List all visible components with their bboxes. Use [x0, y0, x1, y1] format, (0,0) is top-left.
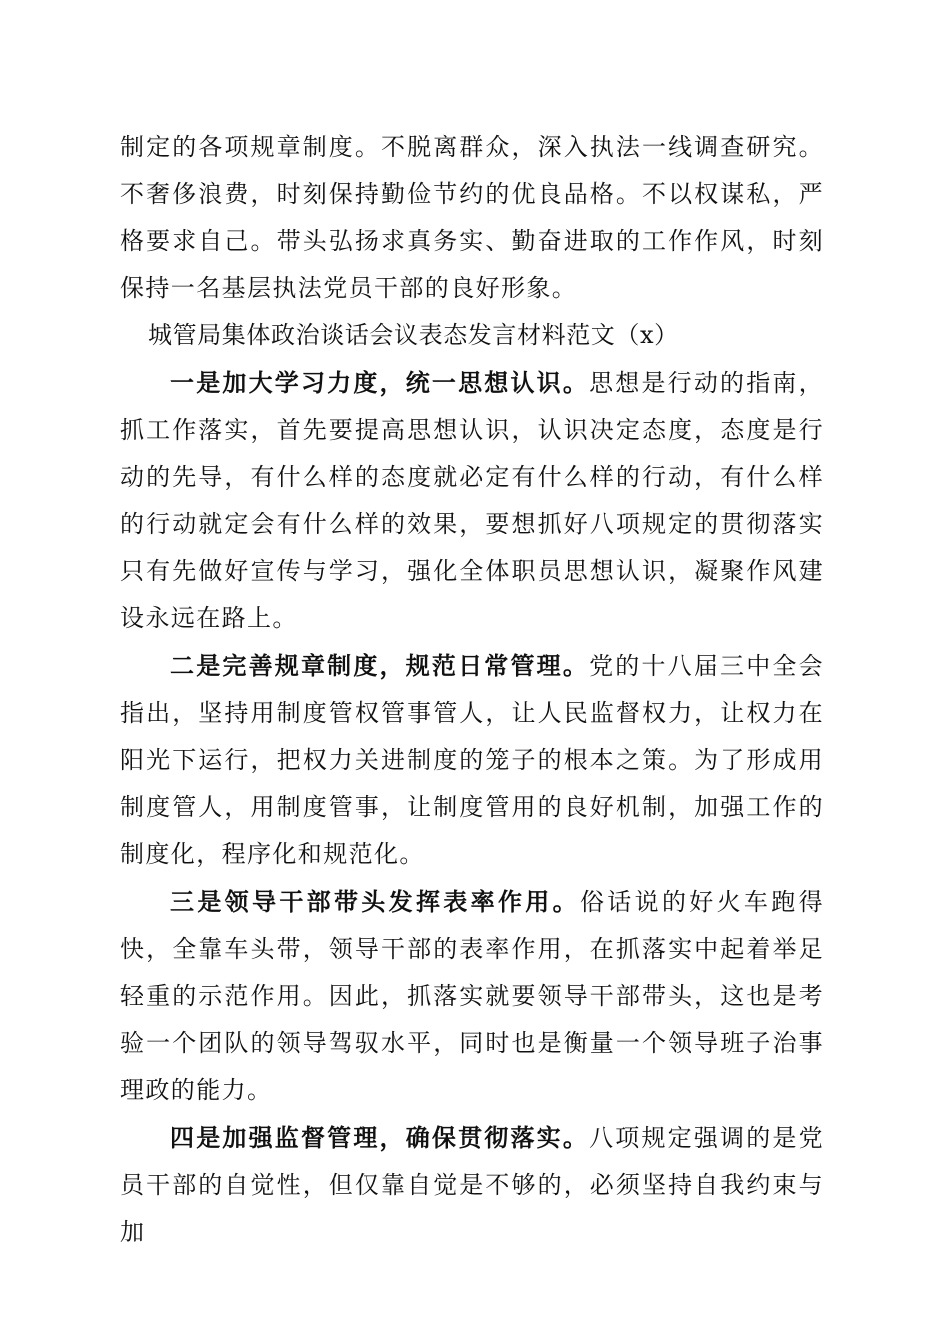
- paragraph-point-1: [120, 359, 824, 642]
- paragraph-point-2: [120, 642, 824, 878]
- paragraph-text: 俗话说的好火车跑得快，全靠车头带，领导干部的表率作用，在抓落实中起着举足轻重的示范作用。因此，抓落实就要领导干部带头，这也是考验一个团队的领导驾驭水平，同时也是衡量一个领导班子治事理政的能力。: [120, 888, 824, 1104]
- document-body: [120, 124, 824, 1256]
- paragraph-text: 党的十八届三中全会指出，坚持用制度管权管事管人，让人民监督权力，让权力在阳光下运行，把权力关进制度的笼子的根本之策。为了形成用制度管人，用制度管事，让制度管用的良好机制，加强工作的制度化，程序化和规范化。: [120, 652, 824, 868]
- paragraph-text: 思想是行动的指南，抓工作落实，首先要提高思想认识，认识决定态度，态度是行动的先导，有什么样的态度就必定有什么样的行动，有什么样的行动就定会有什么样的效果，要想抓好八项规定的贯彻落实只有先做好宣传与学习，强化全体职员思想认识，凝聚作风建设永远在路上。: [120, 369, 824, 632]
- paragraph-continuation: [120, 124, 824, 312]
- paragraph-lead: 一是加大学习力度，统一思想认识。: [170, 368, 590, 397]
- paragraph-point-4: [120, 1114, 824, 1256]
- paragraph-lead: 二是完善规章制度，规范日常管理。: [170, 651, 590, 680]
- paragraph-text: 制定的各项规章制度。不脱离群众，深入执法一线调查研究。不奢侈浪费，时刻保持勤俭节约的优良品格。不以权谋私，严格要求自己。带头弘扬求真务实、勤奋进取的工作作风，时刻保持一名基层执法党员干部的良好形象。: [120, 133, 824, 302]
- paragraph-text: 八项规定强调的是党员干部的自觉性，但仅靠自觉是不够的，必须坚持自我约束与加: [120, 1124, 824, 1246]
- paragraph-point-3: [120, 878, 824, 1114]
- section-title: [120, 312, 824, 359]
- paragraph-lead: 四是加强监督管理，确保贯彻落实。: [170, 1123, 590, 1152]
- section-title-text: 城管局集体政治谈话会议表态发言材料范文（x）: [148, 321, 679, 349]
- paragraph-lead: 三是领导干部带头发挥表率作用。: [170, 887, 580, 916]
